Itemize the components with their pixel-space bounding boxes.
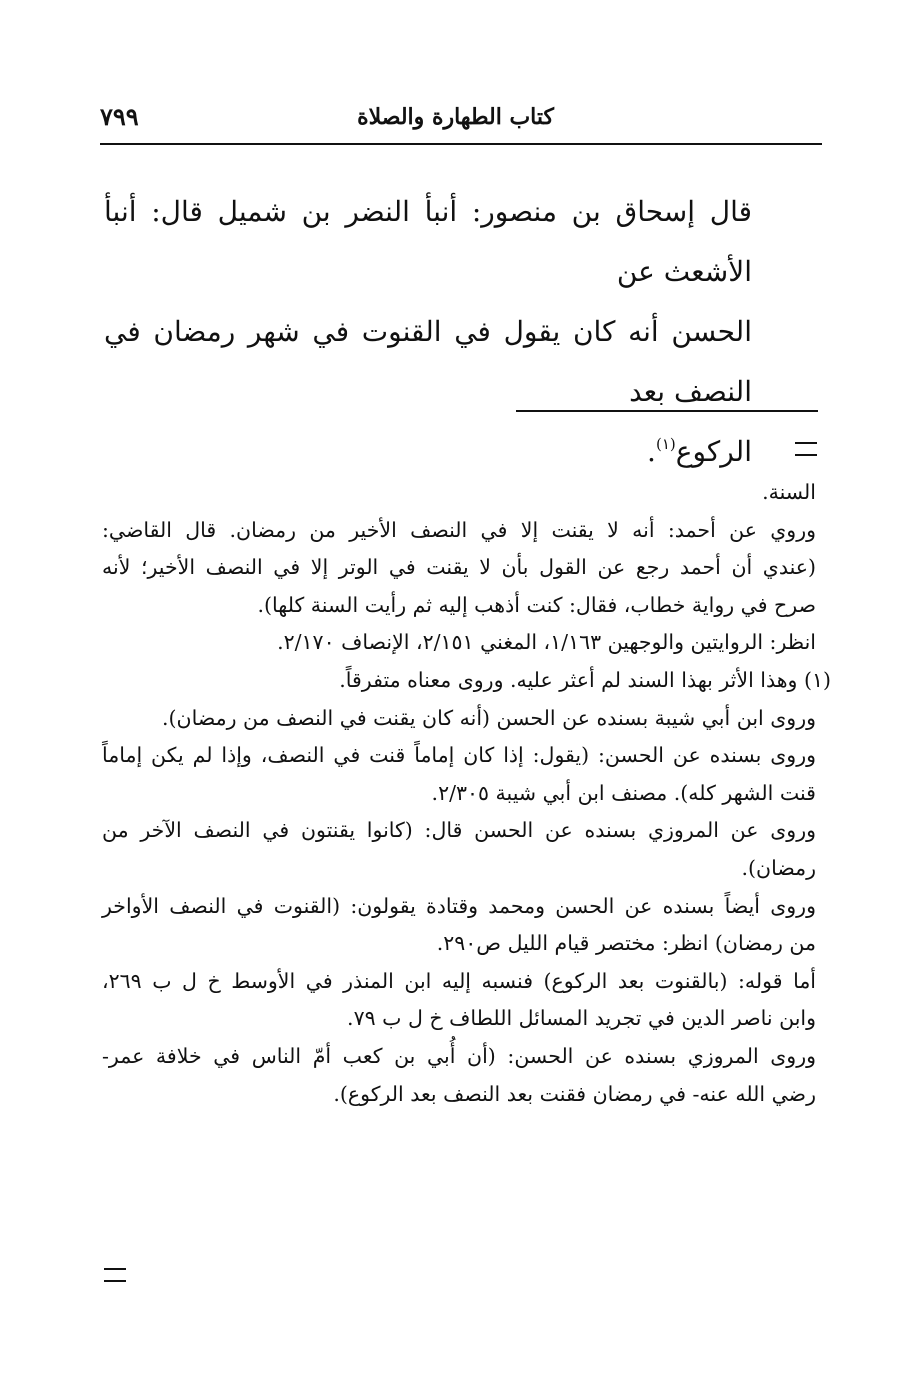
footnote-line: وابن ناصر الدين في تجريد المسائل اللطاف خ ل ب ٧٩. [347,1006,816,1031]
main-text-end-punct: . [647,435,656,468]
footnote-line: (١) وهذا الأثر بهذا السند لم أعثر عليه. وروى معناه متفرقاً. [339,667,831,692]
footnote-line: السنة. [762,480,816,504]
header-rule [100,143,822,145]
page-number: ٧٩٩ [100,102,139,131]
footnotes [102,474,831,1113]
footnote-line: رمضان). [741,855,816,880]
footnote-line: انظر: الروايتين والوجهين ١/١٦٣، المغني ٢/١٥١، الإنصاف ٢/١٧٠. [277,630,816,655]
footnote-line: رضي الله عنه- في رمضان فقنت بعد النصف بعد الركوع). [333,1081,816,1106]
page-header [100,100,822,140]
main-text-line [104,422,752,482]
footnote-line: وروى ابن أبي شيبة بسنده عن الحسن (أنه كان يقنت في النصف من رمضان). [162,705,816,730]
footnote-line: وروى المروزي بسنده عن الحسن: (أن أُبي بن كعب أمّ الناس في خلافة عمر- [102,1043,816,1068]
footnote-continuation-mark [795,442,817,456]
footnote-reference: (١) [655,435,676,453]
footnote-line: قنت الشهر كله). مصنف ابن أبي شيبة ٢/٣٠٥. [431,780,816,805]
footnote-line: أما قوله: (بالقنوت بعد الركوع) فنسبه إليه ابن المنذر في الأوسط خ ل ب ٢٦٩، [102,968,816,993]
main-text-line: قال إسحاق بن منصور: أنبأ النضر بن شميل قال: أنبأ الأشعث عن [104,195,752,288]
footnote-continuation-mark [104,1268,126,1282]
footnote-line: وروى بسنده عن الحسن: (يقول: إذا كان إماماً قنت في النصف، وإذا لم يكن إماماً [102,743,816,768]
footnote-line: (عندي أن أحمد رجع عن القول بأن لا يقنت في الوتر إلا في النصف الأخير؛ لأنه [102,555,816,580]
main-text-line-words: الركوع [675,435,752,468]
main-text [104,182,752,482]
footnote-line: من رمضان) انظر: مختصر قيام الليل ص٢٩٠. [436,931,816,956]
footnote-separator [516,410,818,412]
footnote-line: وروى أيضاً بسنده عن الحسن ومحمد وقتادة يقولون: (القنوت في النصف الأواخر [102,893,816,918]
footnote-line: وروى عن المروزي بسنده عن الحسن قال: (كانوا يقنتون في النصف الآخر من [102,818,816,843]
footnote-line: وروي عن أحمد: أنه لا يقنت إلا في النصف الأخير من رمضان. قال القاضي: [102,517,816,542]
running-title: كتاب الطهارة والصلاة [357,104,554,130]
main-text-line: الحسن أنه كان يقول في القنوت في شهر رمضان في النصف بعد [104,315,752,408]
footnote-line: صرح في رواية خطاب، فقال: كنت أذهب إليه ثم رأيت السنة كلها). [257,592,816,617]
